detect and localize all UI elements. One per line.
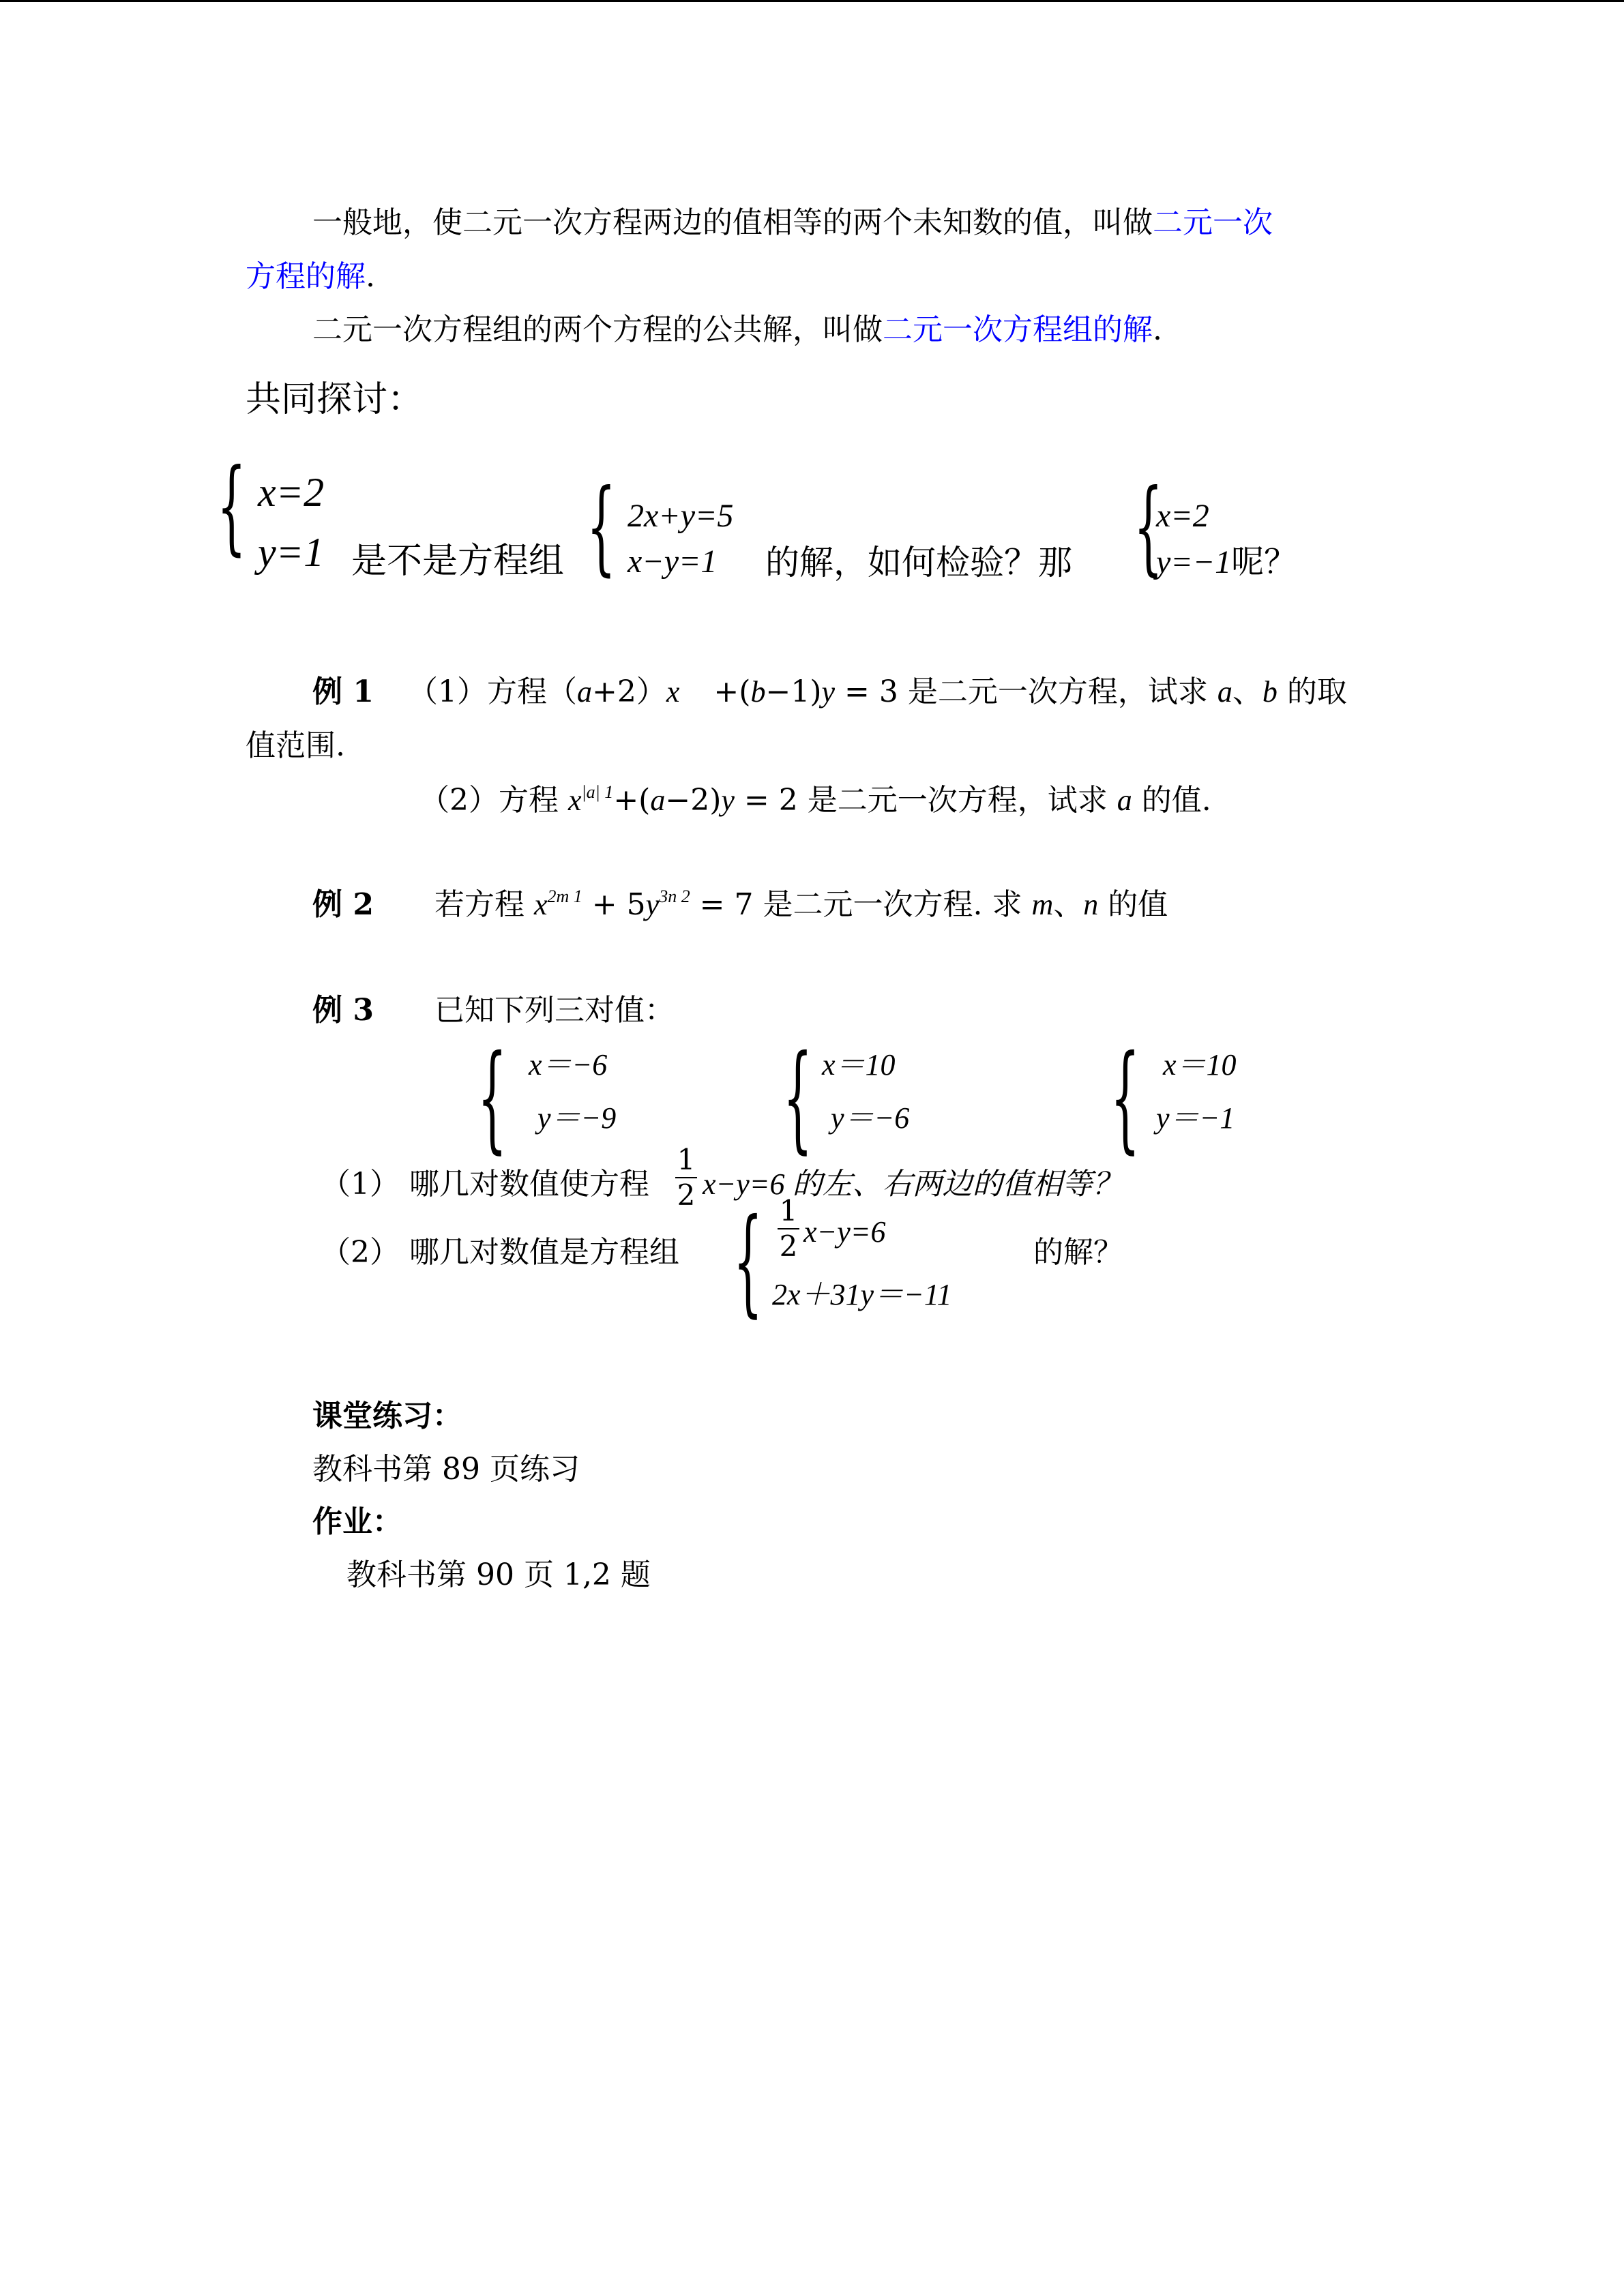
term-link-equation-solution-cont: 方程的解 [246, 259, 366, 294]
question1-text-a: 哪几对数值使方程 [409, 1167, 649, 1202]
term-link-equation-solution: 二元一次 [1153, 205, 1273, 240]
example3-label: 例 3 [312, 993, 374, 1028]
fraction-denominator: 2 [677, 1178, 696, 1212]
question2-brace: { [733, 1194, 763, 1329]
question2-number: （2） [321, 1235, 400, 1270]
fraction-half [675, 1143, 697, 1212]
example1-part1-line1: （1）方程（a+2）x +(b−1)y = 3 是二元一次方程，试求 a、b 的取 [408, 674, 1347, 709]
pair3-brace: { [1110, 1030, 1140, 1165]
term-link-system-solution: 二元一次方程组的解 [883, 312, 1153, 347]
para1-line1 [312, 205, 1273, 240]
system3-line2: y=−1 [1156, 544, 1232, 580]
question2-sys-line2: 2x＋31y＝−11 [772, 1278, 952, 1311]
practice-title: 课堂练习： [312, 1399, 462, 1433]
example2-label: 例 2 [312, 887, 374, 922]
question2-sys-line1: x−y=6 [803, 1215, 886, 1249]
fraction-numerator: 1 [677, 1143, 696, 1176]
question2-fraction: 1 2 [778, 1197, 799, 1261]
example1-part2: （2）方程 $x^{|a| 1}+(a-2)y = 2$ 是二元一次方程，试求 a 的值. [419, 782, 1211, 818]
example3-intro: 已知下列三对值： [434, 993, 675, 1028]
system1-brace: { [217, 447, 246, 566]
pair2-brace: { [783, 1030, 813, 1165]
para2-line: 二元一次方程组的两个方程的公共解，叫做二元一次方程组的解. [312, 312, 1162, 347]
para1-line2: 方程的解. [246, 259, 375, 294]
discuss-after-text: 的解，如何检验？那 [765, 543, 1072, 582]
pair1-brace: { [477, 1030, 507, 1165]
system1-line2: y=1 [258, 530, 325, 575]
system3-brace: { [1134, 468, 1163, 586]
question1-number: （1） [321, 1167, 400, 1202]
discuss-mid-text: 是不是方程组 [351, 541, 565, 582]
example1-label: 例 1 [312, 674, 374, 709]
homework-text: 教科书第 90 页 1,2 题 [346, 1557, 651, 1592]
page-top-border [0, 0, 1624, 2]
system3-line1: x=2 [1156, 498, 1209, 534]
system2-line2: x−y=1 [628, 543, 718, 580]
question1-text-b: x−y=6 的左、右两边的值相等？ [703, 1167, 1123, 1201]
system1-line1: x=2 [258, 470, 325, 515]
example2-text: 若方程 $x^{2m 1} + 5y^{3n 2} = 7$ 是二元一次方程. 求 m、n 的值 [434, 886, 1168, 922]
system2-line1: 2x+y=5 [628, 498, 734, 534]
pair1-x: x＝−6 [529, 1048, 608, 1082]
pair2-y: y＝−6 [831, 1101, 910, 1135]
homework-title: 作业： [312, 1504, 402, 1539]
system2-brace: { [587, 468, 616, 586]
pair2-x: x＝10 [822, 1048, 896, 1082]
discuss-end-text: 呢？ [1231, 543, 1297, 581]
para1-text: 一般地，使二元一次方程两边的值相等的两个未知数的值，叫做 [312, 205, 1153, 240]
pair1-y: y＝−9 [537, 1101, 617, 1135]
pair3-x: x＝10 [1163, 1048, 1237, 1082]
pair3-y: y＝−1 [1156, 1101, 1235, 1135]
question2-text-a: 哪几对数值是方程组 [409, 1235, 679, 1270]
example1-part1-line2: 值范围. [246, 728, 345, 763]
question2-text-b: 的解？ [1033, 1235, 1123, 1270]
practice-text: 教科书第 89 页练习 [312, 1452, 580, 1487]
discuss-title: 共同探讨： [246, 379, 424, 420]
system3-line2-row [1156, 543, 1297, 581]
